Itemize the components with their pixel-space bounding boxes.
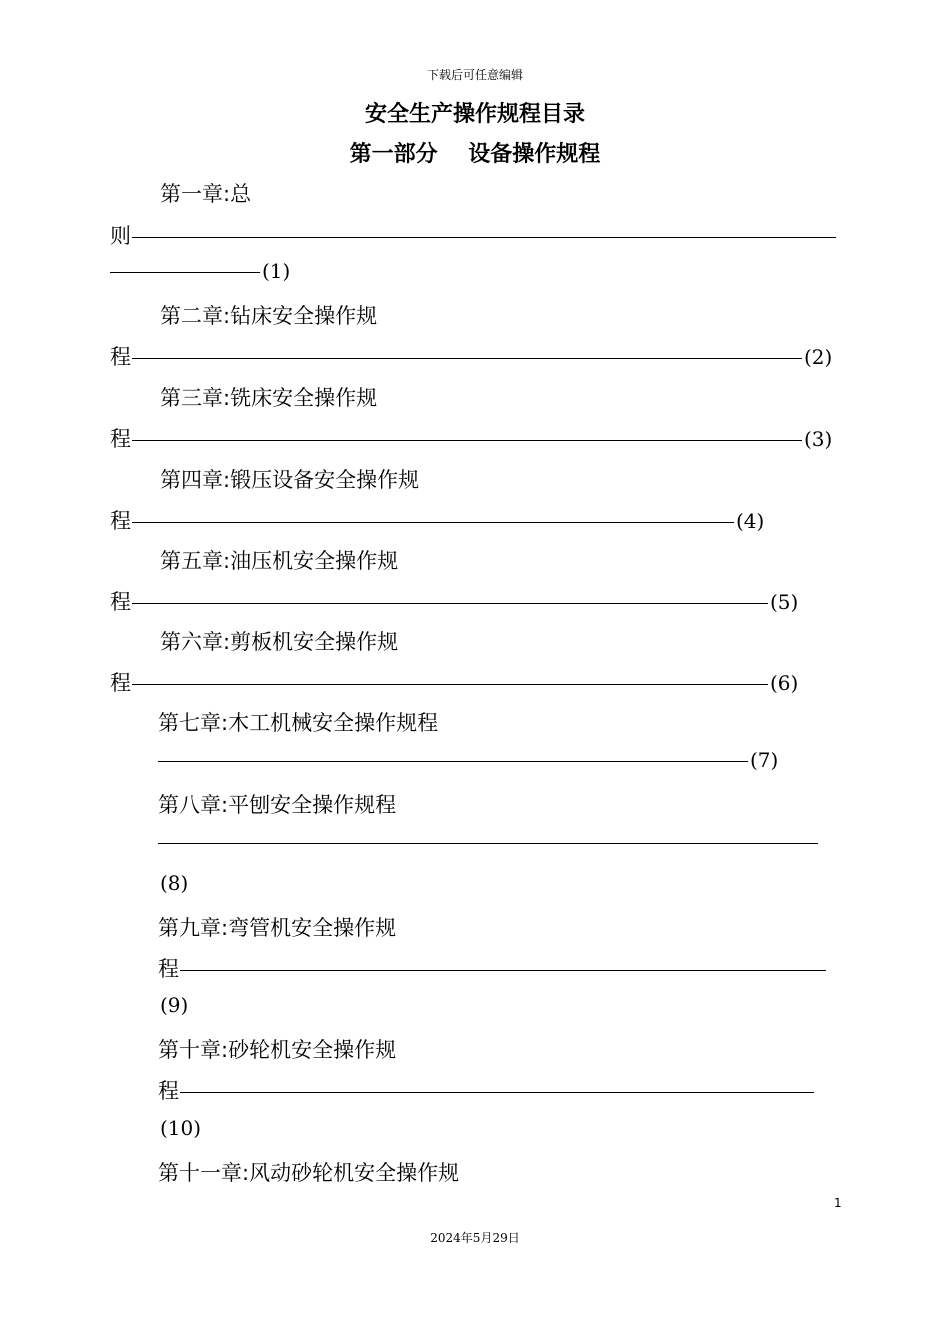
toc-tail-2: 程: [110, 345, 131, 369]
toc-chapter-9: 第九章:弯管机安全操作规: [158, 916, 397, 940]
toc-leader-4: [110, 505, 764, 535]
toc-chapter-5: 第五章:油压机安全操作规: [160, 549, 399, 573]
toc-leader-7: [158, 748, 778, 772]
document-title: 安全生产操作规程目录: [364, 102, 585, 127]
dot-leader: [132, 358, 802, 359]
toc-leader-6: [110, 667, 798, 697]
toc-leader-10: [158, 1075, 816, 1105]
toc-chapter-6: 第六章:剪板机安全操作规: [160, 630, 399, 654]
dot-leader: [180, 970, 826, 971]
toc-leader-3: [110, 423, 832, 453]
toc-chapter-8: 第八章:平刨安全操作规程: [158, 793, 397, 817]
page-footer-date: 2024年5月29日: [430, 1231, 520, 1245]
toc-chapter-7: 第七章:木工机械安全操作规程: [158, 711, 439, 735]
toc-page-10: (10): [160, 1116, 202, 1140]
dot-leader: [132, 684, 768, 685]
toc-tail-4: 程: [110, 509, 131, 533]
toc-leader-1b: [110, 259, 290, 283]
toc-page-1: (1): [262, 259, 291, 283]
toc-page-4: (4): [736, 509, 765, 533]
toc-page-9: (9): [160, 993, 189, 1017]
toc-tail-6: 程: [110, 671, 131, 695]
toc-chapter-1: 第一章:总: [160, 182, 252, 206]
toc-tail-5: 程: [110, 590, 131, 614]
dot-leader: [110, 272, 260, 273]
dot-leader: [158, 843, 818, 844]
toc-leader-8: [158, 830, 820, 854]
toc-leader-1a: [110, 220, 838, 250]
toc-chapter-3: 第三章:铣床安全操作规: [160, 386, 378, 410]
toc-page-8: (8): [160, 871, 189, 895]
toc-tail-9: 程: [158, 957, 179, 981]
toc-tail-1: 则: [110, 224, 131, 248]
page-number: 1: [834, 1196, 842, 1210]
document-subtitle: 第一部分 设备操作规程: [349, 142, 601, 167]
dot-leader: [132, 440, 802, 441]
toc-chapter-10: 第十章:砂轮机安全操作规: [158, 1038, 397, 1062]
toc-tail-10: 程: [158, 1079, 179, 1103]
dot-leader: [132, 522, 734, 523]
dot-leader: [132, 603, 768, 604]
dot-leader: [180, 1092, 814, 1093]
toc-tail-3: 程: [110, 427, 131, 451]
toc-chapter-11: 第十一章:风动砂轮机安全操作规: [158, 1161, 460, 1185]
toc-leader-5: [110, 586, 798, 616]
toc-page-3: (3): [804, 427, 833, 451]
toc-leader-9: [158, 953, 828, 983]
toc-page-5: (5): [770, 590, 799, 614]
toc-chapter-2: 第二章:钻床安全操作规: [160, 304, 378, 328]
toc-page-2: (2): [804, 345, 833, 369]
toc-leader-2: [110, 341, 832, 371]
toc-chapter-4: 第四章:锻压设备安全操作规: [160, 468, 420, 492]
toc-page-7: (7): [750, 748, 779, 772]
page-header: 下载后可任意编辑: [426, 68, 523, 82]
dot-leader: [158, 761, 748, 762]
toc-page-6: (6): [770, 671, 799, 695]
dot-leader: [132, 237, 836, 238]
